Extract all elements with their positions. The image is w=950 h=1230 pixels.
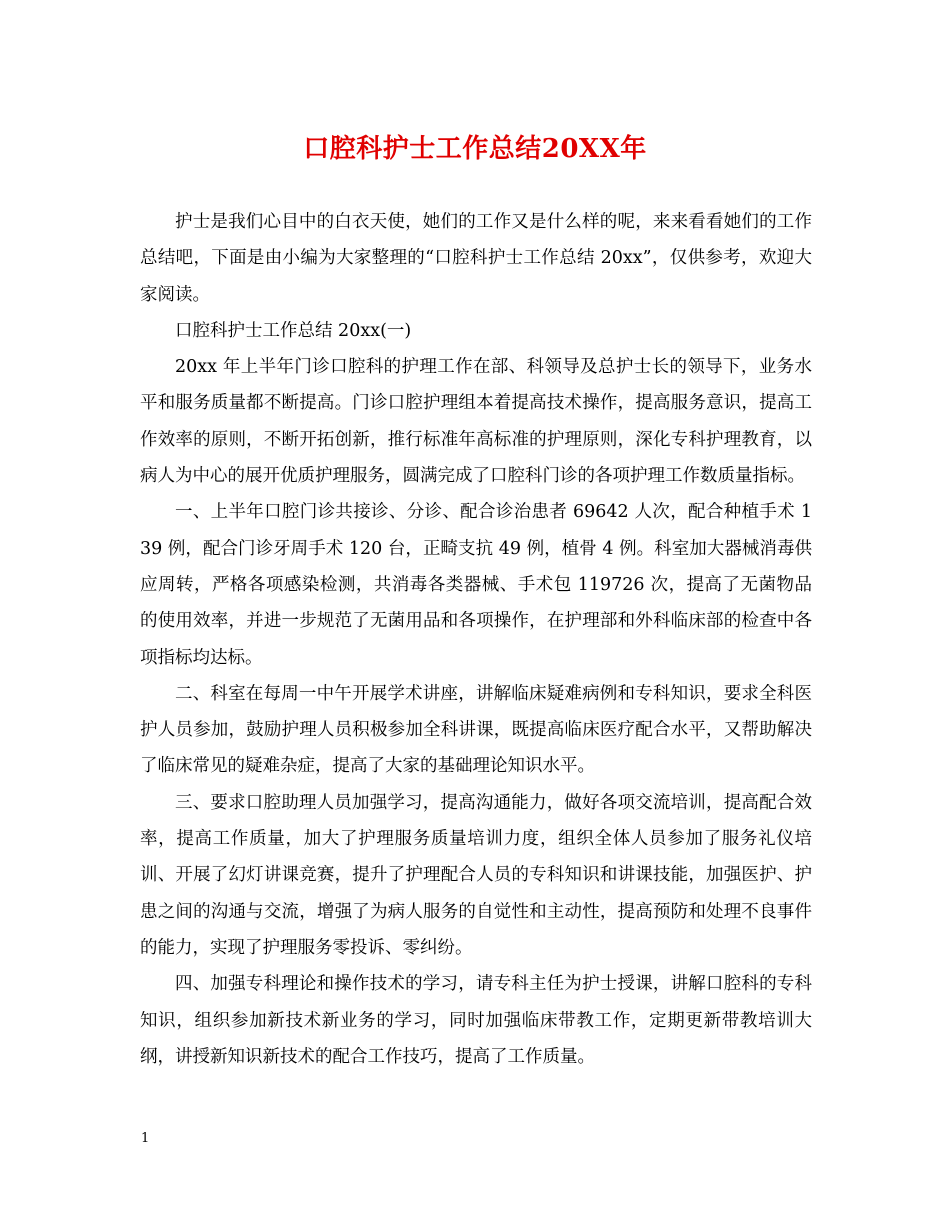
document-body (140, 204, 812, 1075)
document-title: 口腔科护士工作总结20XX年 (303, 134, 647, 164)
body-paragraph: 20xx 年上半年门诊口腔科的护理工作在部、科领导及总护士长的领导下，业务水平和服务质量都不断提高。门诊口腔护理组本着提高技术操作，提高服务意识，提高工作效率的原则，不断开拓创新，推行标准年高标准的护理原则，深化专科护理教育，以病人为中心的展开优质护理服务，圆满完成了口腔科门诊的各项护理工作数质量指标。 (140, 357, 812, 487)
body-paragraph: 二、科室在每周一中午开展学术讲座，讲解临床疑难病例和专科知识，要求全科医护人员参加，鼓励护理人员积极参加全科讲课，既提高临床医疗配合水平，又帮助解决了临床常见的疑难杂症，提高了大家的基础理论知识水平。 (140, 683, 812, 777)
body-paragraph: 三、要求口腔助理人员加强学习，提高沟通能力，做好各项交流培训，提高配合效率，提高工作质量，加大了护理服务质量培训力度，组织全体人员参加了服务礼仪培训、开展了幻灯讲课竞赛，提升了护理配合人员的专科知识和讲课技能，加强医护、护患之间的沟通与交流，增强了为病人服务的自觉性和主动性，提高预防和处理不良事件的能力，实现了护理服务零投诉、零纠纷。 (140, 792, 812, 958)
body-paragraph: 四、加强专科理论和操作技术的学习，请专科主任为护士授课，讲解口腔科的专科知识，组织参加新技术新业务的学习，同时加强临床带教工作，定期更新带教培训大纲，讲授新知识新技术的配合工作技巧，提高了工作质量。 (140, 974, 812, 1067)
intro-paragraph: 护士是我们心目中的白衣天使，她们的工作又是什么样的呢，来来看看她们的工作总结吧，下面是由小编为大家整理的“口腔科护士工作总结 20xx”，仅供参考，欢迎大家阅读。 (140, 212, 812, 305)
section-heading: 口腔科护士工作总结 20xx(一) (175, 320, 412, 341)
page-number: 1 (141, 1131, 150, 1146)
body-paragraph: 一、上半年口腔门诊共接诊、分诊、配合诊治患者 69642 人次，配合种植手术 139 例，配合门诊牙周手术 120 台，正畸支抗 49 例，植骨 4 例。科室加大器械消毒供应周转，严格各项感染检测，共消毒各类器械、手术包 119726 次，提高了无菌物品的使用效率，并进一步规范了无菌用品和各项操作，在护理部和外科临床部的检查中各项指标均达标。 (140, 502, 812, 668)
